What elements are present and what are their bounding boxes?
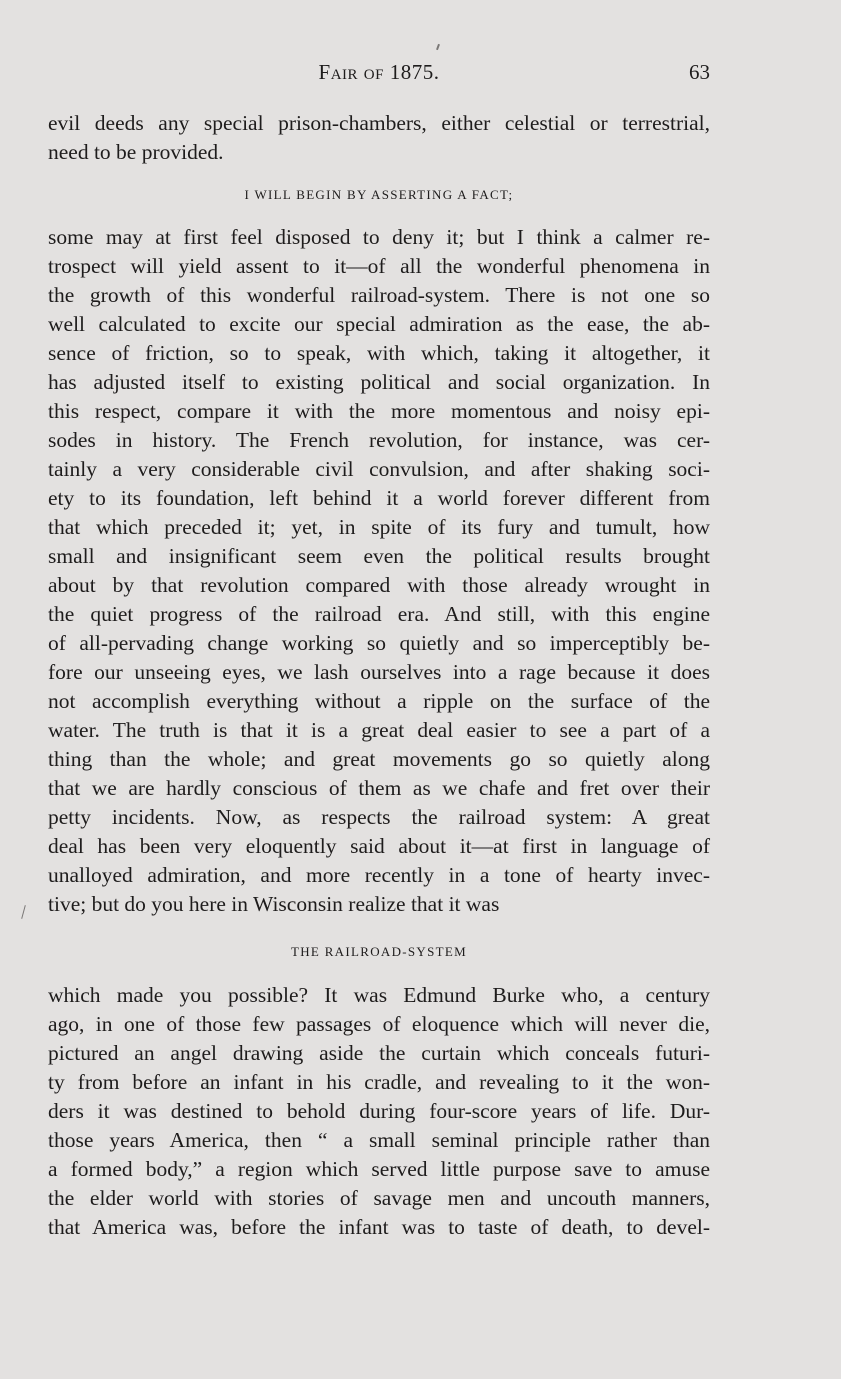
text-line: water. The truth is that it is a great deal easier to see a part of a [48, 718, 710, 742]
text-line: the growth of this wonderful railroad-system. There is not one so [48, 283, 710, 307]
text-line: unalloyed admiration, and more recently in a tone of hearty invec- [48, 863, 710, 887]
text-line: not accomplish everything without a ripple on the surface of the [48, 689, 710, 713]
text-line: sodes in history. The French revolution, for instance, was cer- [48, 428, 710, 452]
text-line: deal has been very eloquently said about it—at first in language of [48, 834, 710, 858]
text-line: ago, in one of those few passages of eloquence which will never die, [48, 1012, 710, 1036]
text-line: thing than the whole; and great movements go so quietly along [48, 747, 710, 771]
section-heading: THE RAILROAD-SYSTEM [290, 944, 467, 959]
text-line: sence of friction, so to speak, with which, taking it altogether, it [48, 341, 710, 365]
text-line: which made you possible? It was Edmund Burke who, a century [48, 983, 710, 1007]
text-line: a formed body,” a region which served little purpose save to amuse [48, 1157, 710, 1181]
text-line: petty incidents. Now, as respects the railroad system: A great [48, 805, 710, 829]
text-line: ders it was destined to behold during four-score years of life. Dur- [48, 1099, 710, 1123]
text-line: that America was, before the infant was to taste of death, to devel- [48, 1215, 710, 1239]
text-line: fore our unseeing eyes, we lash ourselves into a rage because it does [48, 660, 710, 684]
page-number: 63 [689, 60, 710, 84]
print-speck [436, 44, 440, 50]
text-line: the elder world with stories of savage men and uncouth manners, [48, 1186, 710, 1210]
text-line: trospect will yield assent to it—of all the wonderful phenomena in [48, 254, 710, 278]
text-line: need to be provided. [48, 140, 224, 164]
text-line: of all-pervading change working so quietly and so imperceptibly be- [48, 631, 710, 655]
text-line: this respect, compare it with the more momentous and noisy epi- [48, 399, 710, 423]
page-header [48, 60, 710, 90]
text-line: small and insignificant seem even the political results brought [48, 544, 710, 568]
text-line: those years America, then “ a small seminal principle rather than [48, 1128, 710, 1152]
running-head: Fair of 1875. [318, 60, 440, 84]
text-line: the quiet progress of the railroad era. And still, with this engine [48, 602, 710, 626]
text-line: about by that revolution compared with those already wrought in [48, 573, 710, 597]
text-line: that which preceded it; yet, in spite of its fury and tumult, how [48, 515, 710, 539]
text-line: tive; but do you here in Wisconsin realize that it was [48, 892, 500, 916]
text-line: that we are hardly conscious of them as we chafe and fret over their [48, 776, 710, 800]
text-line: evil deeds any special prison-chambers, either celestial or terrestrial, [48, 111, 710, 135]
text-line: has adjusted itself to existing political and social organization. In [48, 370, 710, 394]
text-line: well calculated to excite our special admiration as the ease, the ab- [48, 312, 710, 336]
text-line: ty from before an infant in his cradle, and revealing to it the won- [48, 1070, 710, 1094]
text-line: pictured an angel drawing aside the curtain which conceals futuri- [48, 1041, 710, 1065]
text-line: some may at first feel disposed to deny it; but I think a calmer re- [48, 225, 710, 249]
text-line: tainly a very considerable civil convulsion, and after shaking soci- [48, 457, 710, 481]
print-speck [21, 905, 26, 919]
text-line: ety to its foundation, left behind it a world forever different from [48, 486, 710, 510]
section-heading: I WILL BEGIN BY ASSERTING A FACT; [244, 187, 514, 202]
